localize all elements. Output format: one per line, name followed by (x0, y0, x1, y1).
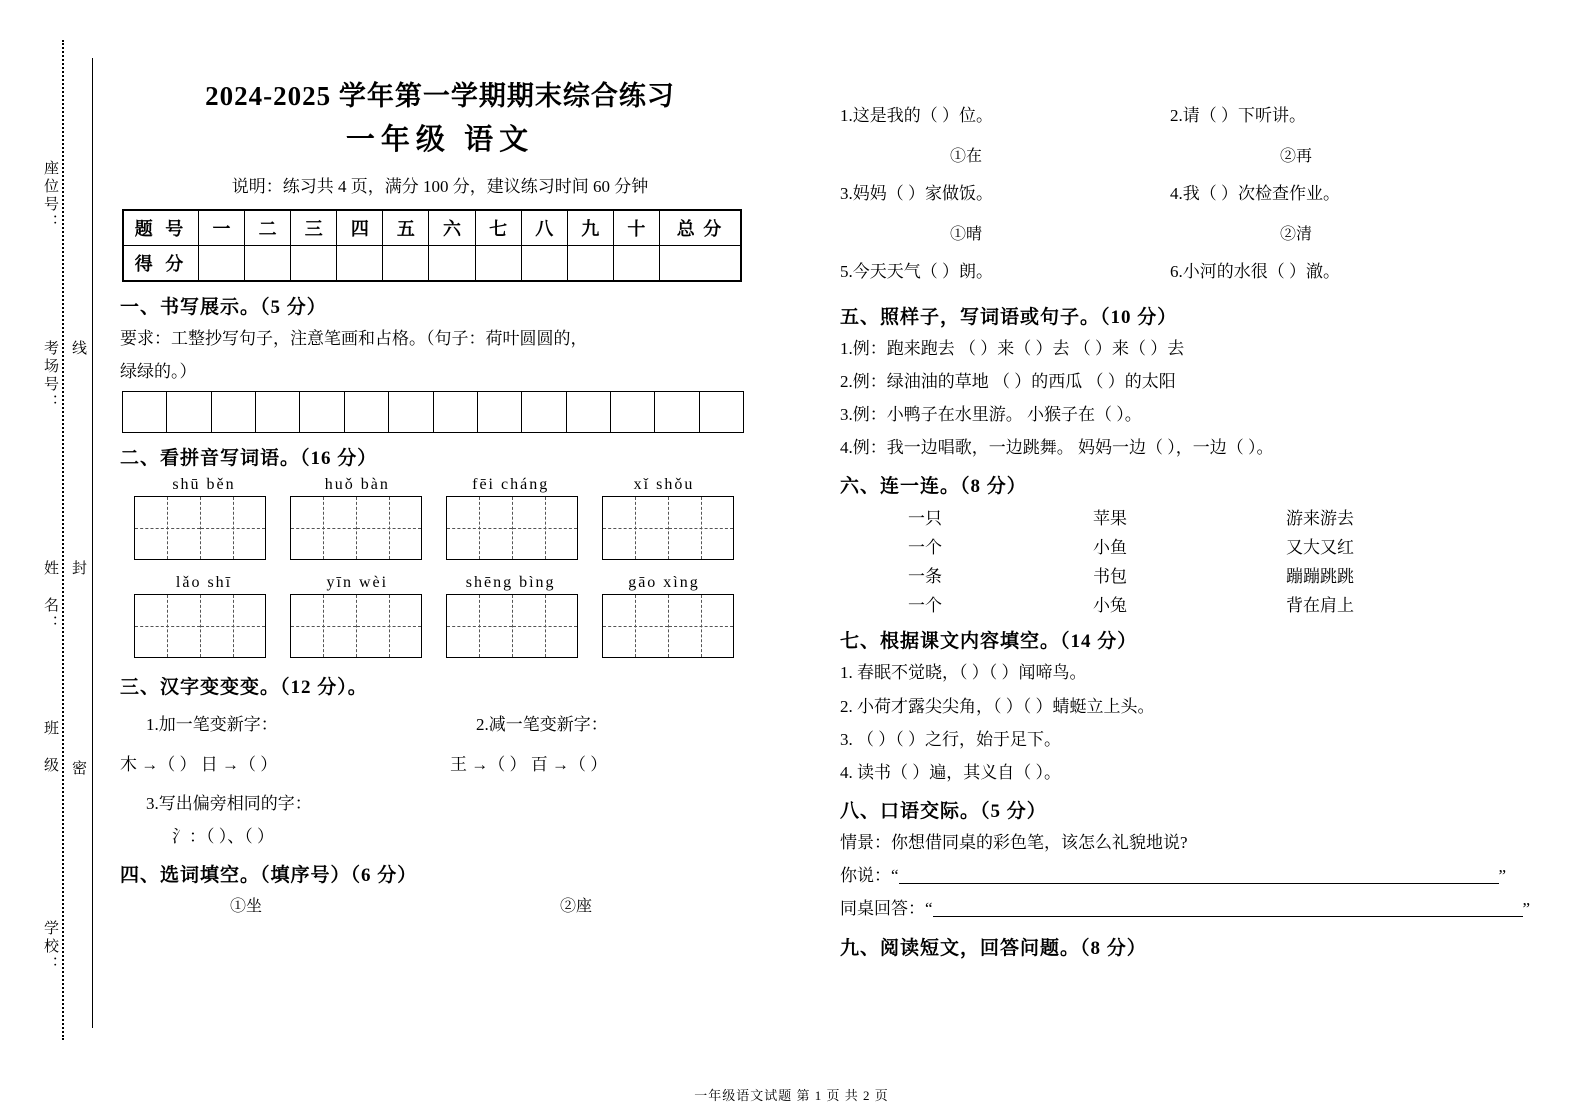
points-cell-10[interactable] (613, 246, 659, 282)
tianzige-row-1 (134, 496, 734, 560)
section-8-answer-2[interactable] (840, 895, 1540, 922)
page-title-line1: 2024-2025 学年第一学期期末综合练习 (205, 81, 675, 111)
writing-cell[interactable] (611, 392, 655, 432)
match-left[interactable]: 一个 (908, 596, 942, 616)
writing-cell[interactable] (655, 392, 699, 432)
option-label-a[interactable]: ①在 (950, 148, 983, 166)
tianzige-cell[interactable] (201, 497, 266, 559)
pinyin-label: shū běn (172, 476, 236, 494)
pinyin-row-2 (134, 574, 734, 592)
section-3-sub1: 1.加一笔变新字： (146, 715, 278, 735)
score-total-label: 总 分 (660, 210, 742, 246)
section-1-req-line2: 绿绿的。） (120, 362, 197, 382)
section-3-line1-right[interactable]: 王 →（ ） 百 →（ ） (450, 754, 608, 774)
field-school: 学校： (42, 920, 58, 974)
score-col-10: 十 (613, 210, 659, 246)
section-4-q2[interactable]: 2.请（ ）下听讲。 (1170, 106, 1306, 125)
section-5-heading: 五、照样子，写词语或句子。（10 分） (840, 306, 1178, 328)
tianzige-group[interactable] (290, 594, 422, 658)
section-8-label-you: 你说：“ (840, 866, 899, 886)
pinyin-label: gāo xìng (628, 574, 700, 592)
right-column (840, 56, 1540, 966)
handwriting-boxes[interactable] (122, 391, 744, 433)
seal-char-mi: 密 (70, 760, 86, 778)
match-left[interactable]: 一个 (908, 538, 942, 558)
section-3-subheads (120, 705, 760, 744)
section-4-heading: 四、选词填空。（填序号）（6 分） (120, 865, 418, 887)
points-cell-1[interactable] (199, 246, 245, 282)
match-row[interactable] (840, 504, 1540, 529)
section-5-item-2[interactable]: 2.例：绿油油的草地 （ ）的西瓜 （ ）的太阳 (840, 371, 1176, 391)
writing-cell[interactable] (700, 392, 743, 432)
writing-cell[interactable] (212, 392, 256, 432)
score-col-7: 七 (475, 210, 521, 246)
tianzige-group[interactable] (134, 594, 266, 658)
points-cell-8[interactable] (521, 246, 567, 282)
points-cell-6[interactable] (429, 246, 475, 282)
tianzige-group[interactable] (602, 496, 734, 560)
seal-char-feng: 封 (70, 560, 86, 578)
section-4-q3-q4 (840, 174, 1540, 213)
section-3-sub3: 3.写出偏旁相同的字： (146, 793, 312, 813)
writing-cell[interactable] (522, 392, 566, 432)
tianzige-cell[interactable] (513, 497, 578, 559)
match-mid[interactable]: 苹果 (1093, 509, 1127, 529)
match-right[interactable]: 背在肩上 (1286, 596, 1354, 616)
section-3-line1-left[interactable]: 木 →（ ） 日 →（ ） (120, 754, 278, 774)
writing-cell[interactable] (567, 392, 611, 432)
writing-cell[interactable] (167, 392, 211, 432)
pinyin-label: fēi cháng (472, 476, 550, 494)
tianzige-group[interactable] (446, 496, 578, 560)
section-7-item-3[interactable]: 3. （ ）（ ）之行，始于足下。 (840, 729, 1061, 749)
writing-cell[interactable] (300, 392, 344, 432)
section-4-q1[interactable]: 1.这是我的（ ）位。 (840, 106, 993, 125)
option-label-b[interactable]: ②再 (1280, 148, 1313, 166)
section-8-answer-1[interactable] (840, 862, 1540, 889)
section-4-options-1 (120, 893, 760, 916)
answer-blank[interactable] (933, 916, 1523, 917)
section-8-label-deskmate: 同桌回答：“ (840, 899, 933, 919)
pinyin-row-1 (134, 476, 734, 494)
match-left[interactable]: 一条 (908, 567, 942, 587)
points-cell-5[interactable] (383, 246, 429, 282)
match-right[interactable]: 蹦蹦跳跳 (1286, 567, 1354, 587)
score-table (122, 209, 742, 282)
score-col-5: 五 (383, 210, 429, 246)
points-cell-total[interactable] (660, 246, 742, 282)
section-1-req-line1: 要求：工整抄写句子，注意笔画和占格。（句子：荷叶圆圆的， (120, 329, 588, 348)
pinyin-label: huǒ bàn (324, 476, 390, 494)
tianzige-cell[interactable] (669, 595, 734, 657)
points-cell-4[interactable] (337, 246, 383, 282)
score-col-4: 四 (337, 210, 383, 246)
page-footer: 一年级语文试题 第 1 页 共 2 页 (694, 1088, 889, 1103)
field-seat-number: 座位号： (42, 160, 58, 232)
page-title-line2: 一年级 语文 (345, 124, 535, 156)
match-row[interactable] (840, 562, 1540, 587)
tianzige-cell[interactable] (357, 497, 422, 559)
section-4-q6[interactable]: 6.小河的水很（ ）澈。 (1170, 262, 1340, 282)
points-cell-9[interactable] (567, 246, 613, 282)
score-col-9: 九 (567, 210, 613, 246)
tianzige-group[interactable] (290, 496, 422, 560)
section-4-q1-q2 (840, 96, 1540, 135)
tianzige-cell[interactable] (447, 497, 513, 559)
score-col-6: 六 (429, 210, 475, 246)
left-column (120, 56, 760, 924)
section-3-sub2: 2.减一笔变新字： (476, 715, 608, 735)
section-3-heading: 三、汉字变变变。（12 分）。 (120, 677, 368, 699)
section-4-q5[interactable]: 5.今天天气（ ）朗。 (840, 262, 993, 282)
instruction-text: 说明：练习共 4 页，满分 100 分，建议练习时间 60 分钟 (231, 177, 649, 196)
points-cell-7[interactable] (475, 246, 521, 282)
section-5-item-1[interactable]: 1.例：跑来跑去 （ ）来（ ）去 （ ）来（ ）去 (840, 338, 1185, 358)
quote-close: ” (1498, 866, 1507, 886)
solid-line (92, 58, 93, 1028)
match-row[interactable] (840, 533, 1540, 558)
tianzige-cell[interactable] (135, 595, 201, 657)
option-label-b[interactable]: ②座 (560, 898, 593, 916)
quote-close: ” (1522, 899, 1531, 919)
match-mid[interactable]: 书包 (1093, 567, 1127, 587)
writing-cell[interactable] (389, 392, 433, 432)
section-6-heading: 六、连一连。（8 分） (840, 476, 1027, 498)
section-5-item-4[interactable]: 4.例：我一边唱歌，一边跳舞。 妈妈一边（ ），一边（ ）。 (840, 438, 1274, 458)
score-col-2: 二 (245, 210, 291, 246)
tianzige-group[interactable] (446, 594, 578, 658)
section-1-heading: 一、书写展示。（5 分） (120, 297, 327, 318)
tianzige-cell[interactable] (291, 595, 357, 657)
writing-cell[interactable] (123, 392, 167, 432)
points-row-label: 得 分 (123, 246, 199, 282)
table-row (123, 246, 741, 282)
score-col-1: 一 (199, 210, 245, 246)
field-class: 班 级 (42, 720, 58, 775)
match-right[interactable]: 游来游去 (1286, 509, 1354, 529)
tianzige-cell[interactable] (603, 497, 669, 559)
seal-char-line: 线 (70, 340, 86, 358)
match-left[interactable]: 一只 (908, 509, 942, 529)
tianzige-group[interactable] (602, 594, 734, 658)
section-8-heading: 八、口语交际。（5 分） (840, 801, 1047, 823)
section-2-heading: 二、看拼音写词语。（16 分） (120, 448, 378, 470)
section-7-item-2[interactable]: 2. 小荷才露尖尖角，（ ）（ ）蜻蜓立上头。 (840, 696, 1155, 716)
pinyin-label: yīn wèi (326, 574, 389, 592)
section-4-q5-q6 (840, 252, 1540, 291)
section-9-heading: 九、阅读短文，回答问题。（8 分） (840, 937, 1147, 959)
field-name: 姓 名： (42, 560, 58, 633)
score-col-3: 三 (291, 210, 337, 246)
section-8-scene: 情景：你想借同桌的彩色笔，该怎么礼貌地说? (840, 833, 1188, 853)
tianzige-cell[interactable] (603, 595, 669, 657)
option-label-b[interactable]: ②清 (1280, 226, 1313, 244)
option-label-a[interactable]: ①坐 (230, 898, 263, 916)
match-row[interactable] (840, 591, 1540, 616)
tianzige-cell[interactable] (669, 497, 734, 559)
section-7-heading: 七、根据课文内容填空。（14 分） (840, 631, 1138, 653)
tianzige-cell[interactable] (513, 595, 578, 657)
match-right[interactable]: 又大又红 (1286, 538, 1354, 558)
tianzige-cell[interactable] (135, 497, 201, 559)
match-mid[interactable]: 小鱼 (1093, 538, 1127, 558)
pinyin-label: lǎo shī (175, 574, 233, 592)
match-mid[interactable]: 小兔 (1093, 596, 1127, 616)
section-7-item-1[interactable]: 1. 春眠不觉晓，（ ）（ ）闻啼鸟。 (840, 663, 1087, 683)
writing-cell[interactable] (434, 392, 478, 432)
table-row (123, 210, 741, 246)
dotted-line (62, 40, 64, 1040)
writing-cell[interactable] (478, 392, 522, 432)
tianzige-cell[interactable] (291, 497, 357, 559)
section-4-options-3 (840, 221, 1540, 244)
writing-cell[interactable] (345, 392, 389, 432)
seal-strip (40, 40, 100, 1040)
section-4-q3[interactable]: 3.妈妈（ ）家做饭。 (840, 184, 993, 204)
section-4-options-2 (840, 143, 1540, 166)
section-3-line2[interactable]: 氵：（ ）、（ ） (172, 826, 274, 846)
points-cell-2[interactable] (245, 246, 291, 282)
pinyin-label: shēng bìng (465, 574, 556, 592)
score-row-label: 题 号 (123, 210, 199, 246)
tianzige-cell[interactable] (201, 595, 266, 657)
tianzige-cell[interactable] (357, 595, 422, 657)
field-exam-room: 考场号： (42, 340, 58, 412)
answer-blank[interactable] (899, 883, 1499, 884)
section-7-item-4[interactable]: 4. 读书（ ）遍，其义自（ ）。 (840, 762, 1061, 782)
section-3-answers (120, 745, 760, 784)
tianzige-row-2 (134, 594, 734, 658)
points-cell-3[interactable] (291, 246, 337, 282)
pinyin-label: xǐ shǒu (633, 476, 695, 494)
option-label-a[interactable]: ①晴 (950, 226, 983, 244)
tianzige-group[interactable] (134, 496, 266, 560)
tianzige-cell[interactable] (447, 595, 513, 657)
writing-cell[interactable] (256, 392, 300, 432)
score-col-8: 八 (521, 210, 567, 246)
section-5-item-3[interactable]: 3.例：小鸭子在水里游。 小猴子在（ ）。 (840, 404, 1142, 424)
section-4-q4[interactable]: 4.我（ ）次检查作业。 (1170, 184, 1340, 204)
